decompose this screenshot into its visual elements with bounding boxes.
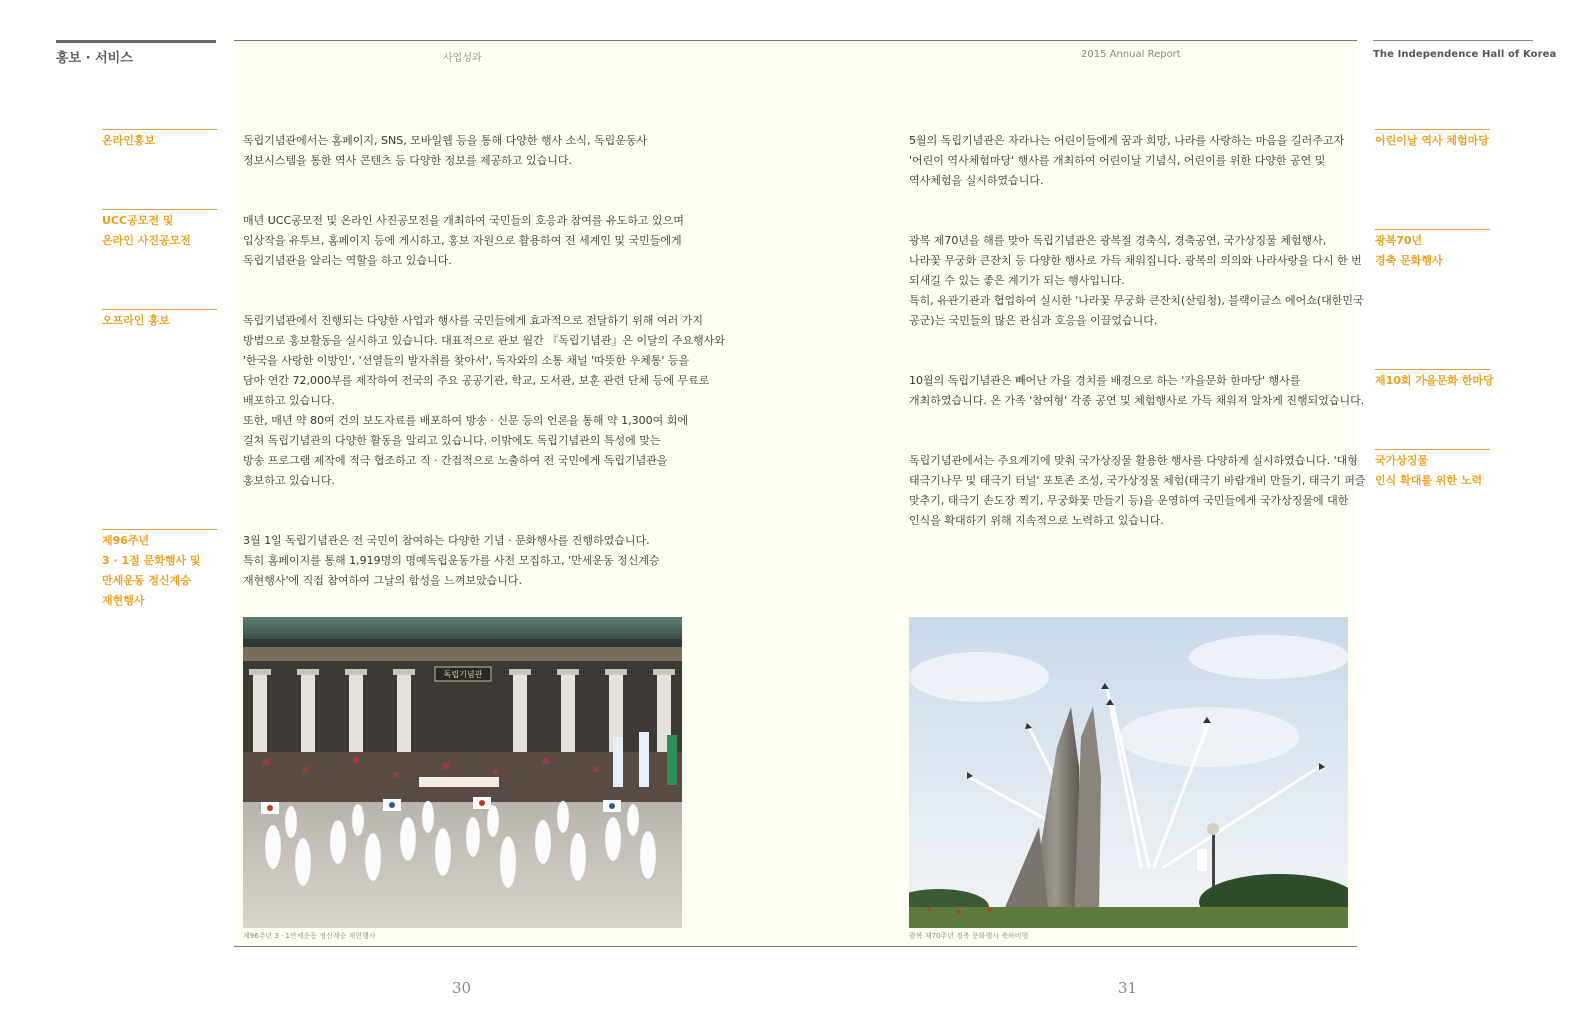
label-rule: [102, 209, 217, 210]
label-rule: [1375, 229, 1490, 230]
block-label-liberation-70: [1375, 231, 1443, 271]
text-line: 독립기념관에서 진행되는 다양한 사업과 행사를 국민들에게 효과적으로 전달하기 위해 여러 가지: [243, 314, 704, 327]
paragraph-online-promo: [243, 131, 647, 171]
paragraph-offline-promo: [243, 311, 725, 491]
text-line: 5월의 독립기념관은 자라나는 어린이들에게 꿈과 희망, 나라를 사랑하는 마음을 길러주고자: [909, 134, 1345, 147]
text-line: 배포하고 있습니다.: [243, 394, 336, 407]
label-line: 국가상징물: [1375, 454, 1429, 467]
paragraph-national-symbols: [909, 451, 1366, 531]
text-line: 광복 제70년을 해를 맞아 독립기념관은 광복절 경축식, 경축공연, 국가상징물 체험행사,: [909, 234, 1327, 247]
page-number-left: 30: [452, 979, 472, 997]
text-line: 태극기나무 및 태극기 터널' 포토존 조성, 국가상징물 체험(태극기 바람개비 만들기, 태극기 퍼즐: [909, 474, 1366, 487]
label-rule: [1375, 449, 1490, 450]
text-line: 매년 UCC공모전 및 온라인 사진공모전을 개최하여 국민들의 호응과 참여를 유도하고 있으며: [243, 214, 684, 227]
label-line: 광복70년: [1375, 234, 1423, 247]
block-label-online-promo: [102, 131, 155, 151]
label-rule: [102, 129, 217, 130]
photo-caption-right: 광복 제70주년 경축 문화행사 축하비행: [909, 932, 1029, 940]
label-line: 온라인홍보: [102, 134, 156, 147]
text-line: 맞추기, 태극기 손도장 찍기, 무궁화꽃 만들기 등)을 운영하여 국민들에게 국가상징물에 대한: [909, 494, 1349, 507]
spread-bottom-rule: [234, 946, 1357, 947]
building-sign-text: 독립기념관: [443, 670, 483, 679]
label-line: 재현행사: [102, 594, 145, 607]
paragraph-march-first: [243, 531, 660, 591]
photo-caption-left: 제96주년 3 · 1만세운동 정신계승 재현행사: [243, 932, 376, 940]
label-rule: [1375, 129, 1490, 130]
header-right-rule: [1373, 40, 1533, 41]
organization-name: The Independence Hall of Korea: [1373, 49, 1557, 60]
text-line: 정보시스템을 통한 역사 콘텐츠 등 다양한 정보를 제공하고 있습니다.: [243, 154, 572, 167]
block-label-childrens-day: [1375, 131, 1489, 151]
photo-liberation-flyover: [909, 617, 1348, 928]
paragraph-liberation-70: [909, 231, 1364, 331]
header-left-rule: [56, 40, 216, 43]
text-line: 독립기념관에서는 주요계기에 맞춰 국가상징물 활용한 행사를 다양하게 실시하였습니다. '대형: [909, 454, 1358, 467]
text-line: 공군)는 국민들의 많은 관심과 호응을 이끌었습니다.: [909, 314, 1158, 327]
section-title: 홍보 · 서비스: [56, 51, 133, 66]
spread-top-rule: [234, 40, 1357, 41]
photo-march-first-reenactment: [243, 617, 682, 928]
label-rule: [102, 309, 217, 310]
block-label-ucc: [102, 211, 191, 251]
text-line: 입상작을 유투브, 홈페이지 등에 게시하고, 홍보 자원으로 활용하여 전 세계인 및 국민들에게: [243, 234, 682, 247]
text-line: 담아 연간 72,000부를 제작하여 전국의 주요 공공기관, 학교, 도서관, 보훈 관련 단체 등에 무료로: [243, 374, 710, 387]
text-line: 독립기념관에서는 홈페이지, SNS, 모바일웹 등을 통해 다양한 행사 소식, 독립운동사: [243, 134, 648, 147]
photo-flyover-graphic: [909, 617, 1348, 928]
block-label-offline-promo: [102, 311, 170, 331]
block-label-national-symbols: [1375, 451, 1482, 491]
label-rule: [102, 529, 217, 530]
label-line: UCC공모전 및: [102, 214, 174, 227]
text-line: 홍보하고 있습니다.: [243, 474, 336, 487]
text-line: 방법으로 홍보활동을 실시하고 있습니다. 대표적으로 관보 월간 『독립기념관』은 이달의 주요행사와: [243, 334, 726, 347]
text-line: 나라꽃 무궁화 큰잔치 등 다양한 행사로 가득 채워집니다. 광복의 의의와 나라사랑을 다시 한 번: [909, 254, 1362, 267]
page-number-right: 31: [1118, 979, 1138, 997]
running-head-left: 사업성과: [443, 53, 482, 64]
label-rule: [1375, 369, 1490, 370]
text-line: 재현행사'에 직접 참여하여 그날의 함성을 느껴보았습니다.: [243, 574, 523, 587]
label-line: 경축 문화행사: [1375, 254, 1443, 267]
block-label-autumn-festival: [1375, 371, 1494, 391]
text-line: 10월의 독립기념관은 빼어난 가을 경치를 배경으로 하는 '가을문화 한마당' 행사를: [909, 374, 1301, 387]
label-line: 인식 확대를 위한 노력: [1375, 474, 1483, 487]
label-line: 만세운동 정신계승: [102, 574, 191, 587]
text-line: 특히 홈페이지를 통해 1,919명의 명예독립운동가를 사전 모집하고, '만세운동 정신계승: [243, 554, 660, 567]
paragraph-autumn-festival: [909, 371, 1364, 411]
label-line: 온라인 사진공모전: [102, 234, 191, 247]
label-line: 어린이날 역사 체험마당: [1375, 134, 1489, 147]
text-line: 되새길 수 있는 좋은 계기가 되는 행사입니다.: [909, 274, 1125, 287]
text-line: 개최하였습니다. 온 가족 '참여형' 각종 공연 및 체험행사로 가득 채워져 알차게 진행되었습니다.: [909, 394, 1365, 407]
label-line: 제10회 가을문화 한마당: [1375, 374, 1494, 387]
text-line: 특히, 유관기관과 협업하여 실시한 '나라꽃 무궁화 큰잔치(산림청), 블랙이글스 에어쇼(대한민국: [909, 294, 1364, 307]
block-label-march-first: [102, 531, 201, 611]
running-head-right: 2015 Annual Report: [1081, 49, 1181, 60]
label-line: 3 · 1절 문화행사 및: [102, 554, 201, 567]
text-line: 역사체험을 실시하였습니다.: [909, 174, 1044, 187]
text-line: 또한, 매년 약 80여 건의 보도자료를 배포하여 방송 · 신문 등의 언론을 통해 약 1,300여 회에: [243, 414, 688, 427]
photo-march-first-graphic: [243, 617, 682, 928]
text-line: 인식을 확대하기 위해 지속적으로 노력하고 있습니다.: [909, 514, 1164, 527]
label-line: 제96주년: [102, 534, 150, 547]
paragraph-childrens-day: [909, 131, 1344, 191]
text-line: 독립기념관을 알리는 역할을 하고 있습니다.: [243, 254, 452, 267]
text-line: 방송 프로그램 제작에 적극 협조하고 직 · 간접적으로 노출하여 전 국민에게 독립기념관을: [243, 454, 668, 467]
text-line: 걸쳐 독립기념관의 다양한 활동을 알리고 있습니다. 이밖에도 독립기념관의 특성에 맞는: [243, 434, 661, 447]
paragraph-ucc: [243, 211, 684, 271]
text-line: 3월 1일 독립기념관은 전 국민이 참여하는 다양한 기념 · 문화행사를 진행하였습니다.: [243, 534, 650, 547]
label-line: 오프라인 홍보: [102, 314, 170, 327]
text-line: '한국을 사랑한 이방인', '선열들의 발자취를 찾아서', 독자와의 소통 채널 '따뜻한 우체통' 등을: [243, 354, 690, 367]
text-line: '어린이 역사체험마당' 행사를 개최하여 어린이날 기념식, 어린이를 위한 다양한 공연 및: [909, 154, 1326, 167]
